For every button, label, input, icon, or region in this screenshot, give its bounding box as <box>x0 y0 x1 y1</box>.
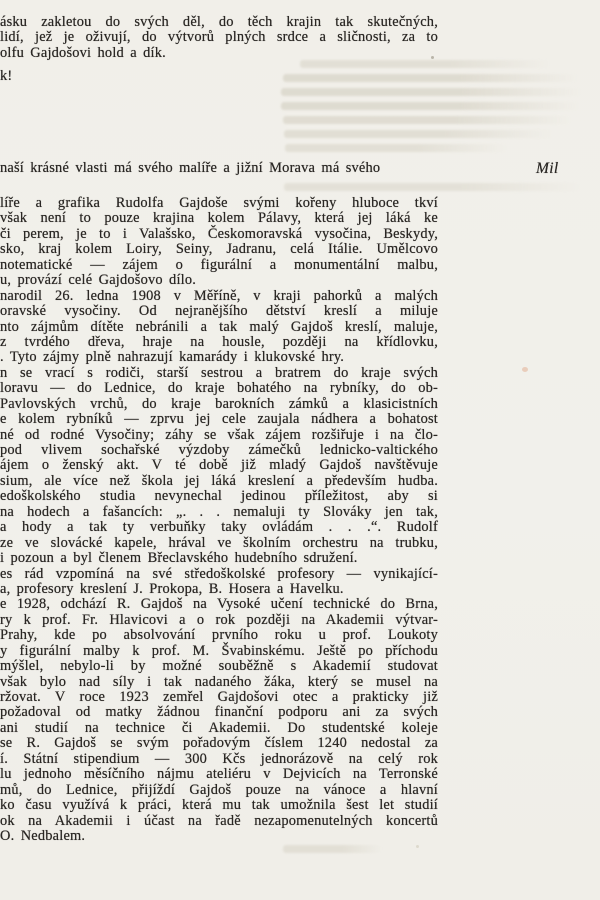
text-line: narodil 26. ledna 1908 v Měříně, v kraji pahorků a malých <box>0 287 438 304</box>
text-line: olfu Gajdošovi hold a dík. <box>0 44 166 61</box>
text-line: ko času využívá k práci, která mu tak umožnila šest let studií <box>0 797 438 814</box>
text-line: Pavlovských vrchů, do kraje barokních zámků a klasicistních <box>0 395 438 412</box>
text-line: u, provází celé Gajdošovo dílo. <box>0 272 197 289</box>
text-line: í. Státní stipendium — 300 Kčs jednorázově na celý rok <box>0 750 438 767</box>
text-line: loravu — do Lednice, do kraje bohatého na rybníky, do ob- <box>0 380 438 397</box>
text-line: mýšlel, nebylo-li by možné souběžně s Akademií studovat <box>0 658 438 675</box>
text-line: es rád vzpomíná na své středoškolské profesory — vynikající- <box>0 565 438 582</box>
text-line: . Tyto zájmy plně nahrazují kamarády i klukovské hry. <box>0 349 345 366</box>
text-line: ájem o ženský akt. V té době již mladý Gajdoš navštěvuje <box>0 457 438 474</box>
text-line: O. Nedbalem. <box>0 827 86 844</box>
text-line: ze ve slovácké kapele, hrával ve školním orchestru na trubku, <box>0 534 438 551</box>
text-line: ani studií na technice či Akademii. Do studentské koleje <box>0 719 438 736</box>
bleedthrough-line <box>285 144 507 152</box>
text-line: požadoval od matky žádnou finanční podporu ani za svých <box>0 704 438 721</box>
text-line: mů, do Lednice, přijíždí Gajdoš pouze na vánoce a hlavní <box>0 781 438 798</box>
text-line: pod vlivem sochařské výzdoby zámečků lednicko-valtického <box>0 442 438 458</box>
text-line: ok na Akademii i účast na řadě nezapomenutelných koncertů <box>0 812 438 829</box>
text-line: né od rodné Vysočiny; záhy se však zájem rozšiřuje i na člo- <box>0 426 438 443</box>
bleedthrough-line <box>284 130 552 138</box>
bleedthrough-line <box>283 116 571 124</box>
paper-speck <box>416 845 419 848</box>
text-line: sium, ale více než škola jej láká kreslení a především hudba. <box>0 472 438 489</box>
body-paragraph <box>0 196 438 844</box>
bleedthrough-line <box>284 183 580 191</box>
text-line: lidí, jež je oživují, do výtvorů plných srdce a sličnosti, za to <box>0 29 438 46</box>
text-line: k! <box>0 68 13 84</box>
text-line: však není to pouze krajina kolem Pálavy, která jej láká ke <box>0 210 438 227</box>
text-line: na hodech a fašancích: „. . . nemaluji ty Slováky jen tak, <box>0 503 438 520</box>
bleedthrough-line <box>281 88 581 96</box>
text-line: či perem, je to i Valašsko, Českomoravská vysočina, Beskydy, <box>0 225 438 242</box>
top-paragraph-fragment <box>0 15 438 61</box>
bleedthrough-line <box>281 102 579 110</box>
text-line: však bylo nad síly i tak nadaného žáka, který se musel na <box>0 673 438 690</box>
text-line: ásku zakletou do svých děl, do těch krajin tak skutečných, <box>0 14 438 30</box>
text-line: e 1928, odchází R. Gajdoš na Vysoké učení technické do Brna, <box>0 596 438 613</box>
text-line: sko, kraj kolem Loiry, Seiny, Jadranu, celá Itálie. Umělcovo <box>0 241 438 258</box>
text-line: i pozoun a byl členem Břeclavského hudebního sdružení. <box>0 550 358 567</box>
text-line: se R. Gajdoš se svým pořadovým číslem 1240 nedostal za <box>0 735 438 752</box>
text-line: naší krásné vlasti má svého malíře a jižní Morava má svého <box>0 160 381 176</box>
bleedthrough-line <box>283 845 383 853</box>
text-line: lu jednoho měsíčního nájmu ateliéru v Dejvicích na Terronské <box>0 766 438 783</box>
text-line: líře a grafika Rudolfa Gajdoše svými kořeny hluboce tkví <box>0 195 438 211</box>
text-line: Prahy, kde po absolvování prvního roku u prof. Loukoty <box>0 627 438 644</box>
text-line: edoškolského studia nevynechal jedinou příležitost, aby si <box>0 488 438 505</box>
lead-line <box>0 161 438 176</box>
text-line: e kolem rybníků — zprvu jej cele zaujala nádhera a bohatost <box>0 411 438 428</box>
text-line: ržovat. V roce 1923 zemřel Gajdošovi otec a prakticky již <box>0 689 438 705</box>
text-line: a hody a tak ty verbuňky taky ovládám . . .“. Rudolf <box>0 519 438 536</box>
text-line: oravské vysočiny. Od nejranějšího dětství kreslí a miluje <box>0 303 438 320</box>
text-line: z tvrdého dřeva, hraje na housle, později na křídlovku, <box>0 333 438 350</box>
text-line: notematické — zájem o figurální a monumentální malbu, <box>0 256 438 273</box>
text-line: y figurální malby k prof. M. Švabinskému. Ještě po příchodu <box>0 642 438 659</box>
margin-caption-fragment: Mil <box>536 160 559 177</box>
paper-speck <box>522 367 528 372</box>
text-line: nto zájmům dítěte nebránili a tak malý Gajdoš kreslí, maluje, <box>0 318 438 335</box>
text-line: a, profesory kreslení J. Prokopa, B. Hosera a Havelku. <box>0 580 344 597</box>
salutation-fragment <box>0 69 438 84</box>
text-line: n se vrací s rodiči, starší sestrou a bratrem do kraje svých <box>0 364 438 381</box>
text-line: ry k prof. Fr. Hlavicovi a o rok později na Akademii výtvar- <box>0 611 438 628</box>
